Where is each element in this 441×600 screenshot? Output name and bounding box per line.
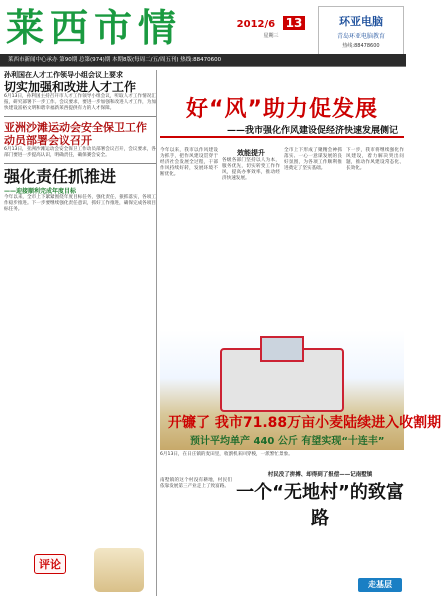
main-column-2 bbox=[222, 148, 280, 318]
newspaper-logo: 莱西市情 bbox=[6, 5, 183, 50]
story2-body: 6月13日，亚洲沙滩运动会安全保卫工作动员部署会议召开，会议要求，各部门要进一步提高认识，明确责任，确保赛会安全。 bbox=[4, 147, 156, 158]
story3-body: 今年以来，全市上下紧紧围绕年度目标任务，强化责任，狠抓落实，各项工作稳步推进。下一步要继续强化责任意识，抓好工作推进，确保完成各项目标任务。 bbox=[4, 195, 156, 212]
main-headline: 好“风”助力促发展 bbox=[186, 97, 378, 122]
main-column-1 bbox=[160, 148, 218, 318]
info-bar: 莱西市新闻中心承办 第90期 总第(974)期 本期8版(每周二/五/周五刊) 热线:88470600 bbox=[0, 54, 406, 66]
main-col3-text: 全市上下形成了聚精会神抓落实、一心一意谋发展的良好氛围，为各项工作顺利推进奠定了坚实基础。 bbox=[284, 148, 342, 171]
issue-number: 13 bbox=[283, 16, 306, 30]
main-column-4 bbox=[346, 148, 404, 318]
main-story-body bbox=[160, 148, 404, 328]
photo-text bbox=[160, 452, 404, 468]
main-col2-text: 各级各部门坚持以人为本，服务优先，切实转变工作作风，提高办事效率，推动经济快速发展。 bbox=[222, 158, 280, 181]
grassroots-banner: 走基层 bbox=[358, 578, 402, 592]
main-subhead: ——我市强化作风建设促经济快速发展侧记 bbox=[226, 126, 398, 136]
bottom-headline-block bbox=[236, 470, 404, 530]
ad-subtitle: 青岛环亚电脑教育 bbox=[336, 33, 385, 40]
headline-rule bbox=[160, 136, 404, 138]
photo-text-body: 6月13日，在日庄镇的麦田里，收割机来回穿梭，一派繁忙景象。 bbox=[160, 452, 293, 457]
story1-headline: 切实加强和改进人才工作 bbox=[4, 80, 137, 94]
harvester-cab-image bbox=[260, 336, 304, 362]
bottom-headline: 一个“无地村”的致富路 bbox=[236, 482, 404, 529]
harvest-photo bbox=[160, 330, 441, 450]
ad-telephone: 热线:88478600 bbox=[342, 43, 380, 49]
main-column-3 bbox=[284, 148, 342, 318]
main-col4-text: 下一步，我市将继续强化作风建设，着力解决突出问题，推动作风建设常态化、长效化。 bbox=[346, 148, 404, 171]
divider bbox=[4, 116, 156, 117]
date-box bbox=[236, 16, 306, 44]
story3-headline: 强化责任抓推进 bbox=[4, 167, 117, 186]
commentary-label: 评论 bbox=[34, 554, 66, 574]
masthead bbox=[0, 0, 406, 67]
issue-note: 星期三 bbox=[263, 33, 279, 39]
story1-kicker: 孙利国在人才工作领导小组会议上要求 bbox=[4, 71, 123, 79]
bottom-kicker: 村民没了拼搏、却得到了报偿——记南墅镇 bbox=[267, 472, 373, 478]
story3-subhead: ——迎接顺利完成年度目标 bbox=[4, 188, 77, 195]
issue-date: 2012/6 13 bbox=[236, 16, 306, 30]
coffee-cup-image bbox=[94, 548, 144, 592]
story1-body: 6月13日，孙利国主持召开市人才工作领导小组会议，听取人才工作情况汇报，研究部署下一步工作。会议要求，要进一步加强和改进人才工作，为加快建设富裕文明和谐幸福新莱西提供有力的人才保障。 bbox=[4, 94, 156, 111]
main-mid-heading: 效能提升 bbox=[237, 149, 265, 157]
photo-caption-sub: 预计平均单产 440 公斤 有望实现“十连丰” bbox=[190, 436, 385, 447]
ad-logo: 环亚电脑 bbox=[339, 15, 383, 28]
main-headline-block bbox=[160, 92, 404, 138]
photo-caption-main: 开镰了 我市71.88万亩小麦陆续进入收割期 bbox=[168, 415, 441, 431]
left-column bbox=[4, 70, 157, 596]
bottom-story bbox=[160, 470, 404, 596]
story2-headline: 亚洲沙滩运动会安全保卫工作动员部署会议召开 bbox=[4, 121, 147, 147]
masthead-ad bbox=[318, 6, 404, 56]
bottom-left-text: 南墅镇的这个村没有耕地，村民们依靠发展第三产业走上了致富路。 bbox=[160, 478, 232, 489]
divider bbox=[4, 163, 156, 164]
commentary-box bbox=[4, 546, 156, 596]
main-col1-text: 今年以来，我市以作风建设为抓手，把作风建设贯穿于经济社会发展全过程，干部作风持续好转，发展环境不断优化。 bbox=[160, 148, 218, 177]
